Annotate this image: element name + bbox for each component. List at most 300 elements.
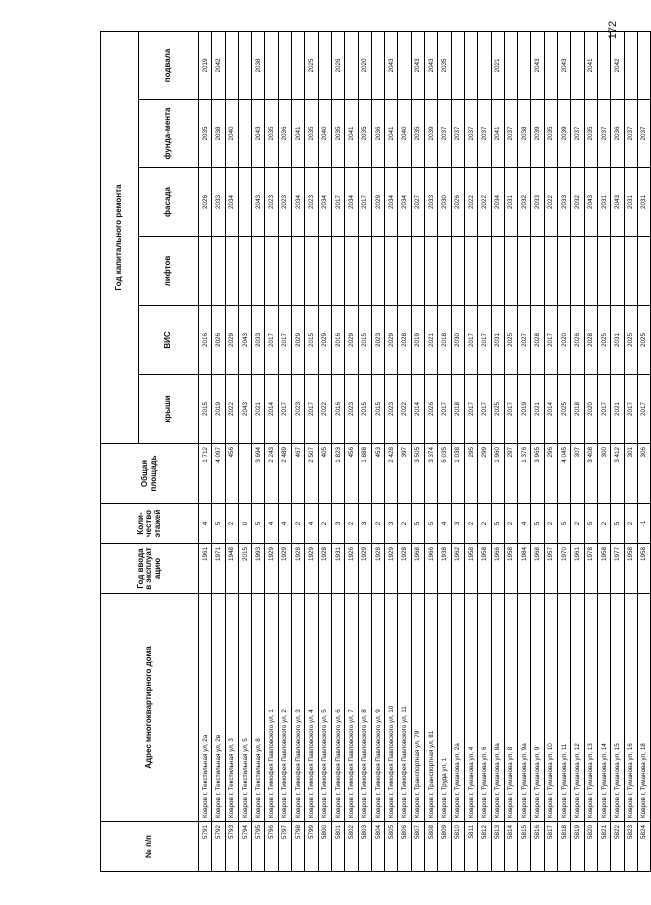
cell-lifts bbox=[292, 237, 305, 306]
cell-floors: 5 bbox=[558, 504, 571, 544]
cell-facade: 2022 bbox=[544, 168, 557, 237]
table-row bbox=[464, 31, 477, 871]
cell-year: 1977 bbox=[611, 544, 624, 594]
cell-num: 5809 bbox=[438, 822, 451, 872]
cell-area: 456 bbox=[345, 444, 358, 504]
cell-floors: 2 bbox=[571, 504, 584, 544]
cell-num: 5801 bbox=[331, 822, 344, 872]
cell-year: 1929 bbox=[265, 544, 278, 594]
cell-address: Ковров г, Туманова ул, 10 bbox=[544, 594, 557, 822]
cell-vis: 2028 bbox=[398, 306, 411, 375]
cell-address: Ковров г, Тимофея Павловского ул, 4 bbox=[305, 594, 318, 822]
cell-year: 1978 bbox=[584, 544, 597, 594]
cell-area: 1 888 bbox=[358, 444, 371, 504]
cell-vis: 2019 bbox=[411, 306, 424, 375]
cell-roof: 2014 bbox=[544, 375, 557, 444]
cell-vis: 2023 bbox=[371, 306, 384, 375]
cell-year: 1958 bbox=[478, 544, 491, 594]
cell-year: 1971 bbox=[212, 544, 225, 594]
cell-roof: 2015 bbox=[358, 375, 371, 444]
cell-year: 1928 bbox=[318, 544, 331, 594]
table-row bbox=[398, 31, 411, 871]
cell-vis: 2025 bbox=[637, 306, 650, 375]
cell-floors: 2 bbox=[504, 504, 517, 544]
cell-year: 1928 bbox=[371, 544, 384, 594]
cell-lifts bbox=[478, 237, 491, 306]
cell-address: Ковров г, Тимофея Павловского ул, 1 bbox=[265, 594, 278, 822]
cell-num: 5811 bbox=[464, 822, 477, 872]
cell-address: Ковров г, Тимофея Павловского ул, 11 bbox=[398, 594, 411, 822]
cell-area: 3 408 bbox=[584, 444, 597, 504]
cell-foundation: 2037 bbox=[451, 100, 464, 168]
cell-foundation: 2035 bbox=[544, 100, 557, 168]
cell-basement bbox=[597, 31, 610, 99]
cell-facade: 2034 bbox=[398, 168, 411, 237]
cell-lifts bbox=[491, 237, 504, 306]
cell-num: 5810 bbox=[451, 822, 464, 872]
table-row bbox=[597, 31, 610, 871]
cell-facade: 2043 bbox=[611, 168, 624, 237]
table-row bbox=[531, 31, 544, 871]
cell-address: Ковров г, Туманова ул, 13 bbox=[584, 594, 597, 822]
cell-roof: 2018 bbox=[451, 375, 464, 444]
cell-address: Ковров г, Транспортная ул, 79 bbox=[411, 594, 424, 822]
cell-lifts bbox=[385, 237, 398, 306]
cell-address: Ковров г, Туманова ул, 16 bbox=[624, 594, 637, 822]
cell-facade: 2017 bbox=[331, 168, 344, 237]
cell-foundation: 2038 bbox=[518, 100, 531, 168]
cell-vis: 2029 bbox=[318, 306, 331, 375]
cell-facade: 2031 bbox=[504, 168, 517, 237]
cell-address: Ковров г, Туманова ул, 18 bbox=[637, 594, 650, 822]
cell-foundation: 2039 bbox=[425, 100, 438, 168]
cell-foundation: 2038 bbox=[212, 100, 225, 168]
cell-facade: 2031 bbox=[624, 168, 637, 237]
cell-roof: 2023 bbox=[345, 375, 358, 444]
cell-year: 1958 bbox=[624, 544, 637, 594]
cell-lifts bbox=[398, 237, 411, 306]
cell-facade: 2023 bbox=[265, 168, 278, 237]
cell-roof: 2020 bbox=[584, 375, 597, 444]
cell-basement: 2035 bbox=[438, 31, 451, 99]
cell-vis: 2017 bbox=[544, 306, 557, 375]
cell-basement: 2021 bbox=[491, 31, 504, 99]
cell-roof: 2026 bbox=[425, 375, 438, 444]
table-row bbox=[345, 31, 358, 871]
cell-area: 3 412 bbox=[611, 444, 624, 504]
cell-vis: 2043 bbox=[238, 306, 251, 375]
header-floors: Коли-чество этажей bbox=[101, 504, 199, 544]
cell-facade: 2032 bbox=[518, 168, 531, 237]
cell-facade: 2033 bbox=[531, 168, 544, 237]
cell-facade: 2033 bbox=[425, 168, 438, 237]
cell-floors: 3 bbox=[385, 504, 398, 544]
header-basement: подвала bbox=[139, 31, 199, 99]
cell-year: 1926 bbox=[345, 544, 358, 594]
cell-floors: 3 bbox=[358, 504, 371, 544]
cell-basement bbox=[624, 31, 637, 99]
cell-address: Ковров г, Тимофея Павловского ул, 5 bbox=[318, 594, 331, 822]
cell-floors: 3 bbox=[451, 504, 464, 544]
cell-area: 295 bbox=[464, 444, 477, 504]
table-row bbox=[252, 31, 265, 871]
cell-num: 5815 bbox=[518, 822, 531, 872]
table-row bbox=[558, 31, 571, 871]
header-area: Общая площадь bbox=[101, 444, 199, 504]
cell-lifts bbox=[558, 237, 571, 306]
cell-facade: 2023 bbox=[278, 168, 291, 237]
cell-area: 3 374 bbox=[425, 444, 438, 504]
cell-facade: 2043 bbox=[584, 168, 597, 237]
cell-address: Ковров г, Туманова ул, 8 bbox=[504, 594, 517, 822]
cell-basement bbox=[225, 31, 238, 99]
cell-floors: 5 bbox=[212, 504, 225, 544]
cell-year: 1929 bbox=[305, 544, 318, 594]
cell-year: 1958 bbox=[464, 544, 477, 594]
table-row bbox=[611, 31, 624, 871]
table-row bbox=[199, 31, 212, 871]
table-row bbox=[225, 31, 238, 871]
header-year: Год ввода в эксплуат ацию bbox=[101, 544, 199, 594]
cell-num: 5795 bbox=[252, 822, 265, 872]
cell-area: 301 bbox=[624, 444, 637, 504]
cell-num: 5819 bbox=[571, 822, 584, 872]
cell-num: 5796 bbox=[265, 822, 278, 872]
rotated-table-wrapper bbox=[100, 32, 648, 872]
table-row bbox=[624, 31, 637, 871]
cell-facade: 2026 bbox=[199, 168, 212, 237]
cell-address: Ковров г, Труда ул, 1 bbox=[438, 594, 451, 822]
cell-foundation: 2040 bbox=[398, 100, 411, 168]
table-row bbox=[292, 31, 305, 871]
cell-num: 5812 bbox=[478, 822, 491, 872]
cell-lifts bbox=[451, 237, 464, 306]
cell-facade: 2034 bbox=[225, 168, 238, 237]
cell-area: 453 bbox=[371, 444, 384, 504]
cell-foundation: 2039 bbox=[558, 100, 571, 168]
cell-vis: 2015 bbox=[358, 306, 371, 375]
cell-lifts bbox=[518, 237, 531, 306]
cell-lifts bbox=[318, 237, 331, 306]
cell-area: 306 bbox=[637, 444, 650, 504]
cell-foundation: 2037 bbox=[597, 100, 610, 168]
cell-lifts bbox=[531, 237, 544, 306]
cell-floors: 2 bbox=[597, 504, 610, 544]
cell-basement: 2043 bbox=[425, 31, 438, 99]
cell-roof: 2015 bbox=[371, 375, 384, 444]
cell-address: Ковров г, Тимофея Павловского ул, 3 bbox=[292, 594, 305, 822]
table-row bbox=[478, 31, 491, 871]
cell-address: Ковров г, Туманова ул, 12 bbox=[571, 594, 584, 822]
cell-year: 1970 bbox=[558, 544, 571, 594]
cell-lifts bbox=[464, 237, 477, 306]
cell-foundation: 2041 bbox=[385, 100, 398, 168]
cell-address: Ковров г, Тимофея Павловского ул, 10 bbox=[385, 594, 398, 822]
cell-roof: 2043 bbox=[238, 375, 251, 444]
cell-area: 3 965 bbox=[531, 444, 544, 504]
cell-year: 1931 bbox=[331, 544, 344, 594]
cell-roof: 2022 bbox=[398, 375, 411, 444]
header-num: № п/п bbox=[101, 822, 199, 872]
cell-basement: 2020 bbox=[358, 31, 371, 99]
cell-num: 5817 bbox=[544, 822, 557, 872]
cell-foundation: 2037 bbox=[478, 100, 491, 168]
cell-floors: 2 bbox=[225, 504, 238, 544]
cell-roof: 2014 bbox=[265, 375, 278, 444]
cell-foundation: 2040 bbox=[318, 100, 331, 168]
cell-vis: 2020 bbox=[558, 306, 571, 375]
cell-facade: 2017 bbox=[358, 168, 371, 237]
cell-area: 1 712 bbox=[199, 444, 212, 504]
cell-num: 5791 bbox=[199, 822, 212, 872]
header-lifts: лифтов bbox=[139, 237, 199, 306]
cell-num: 5818 bbox=[558, 822, 571, 872]
cell-area: 299 bbox=[478, 444, 491, 504]
cell-basement: 2041 bbox=[584, 31, 597, 99]
cell-vis: 2018 bbox=[438, 306, 451, 375]
cell-lifts bbox=[371, 237, 384, 306]
cell-vis: 2015 bbox=[305, 306, 318, 375]
cell-num: 5799 bbox=[305, 822, 318, 872]
header-roof: крыши bbox=[139, 375, 199, 444]
cell-num: 5824 bbox=[637, 822, 650, 872]
cell-num: 5821 bbox=[597, 822, 610, 872]
cell-facade: 2043 bbox=[252, 168, 265, 237]
cell-roof: 2017 bbox=[504, 375, 517, 444]
cell-lifts bbox=[199, 237, 212, 306]
cell-area: 405 bbox=[318, 444, 331, 504]
cell-floors: 4 bbox=[278, 504, 291, 544]
cell-basement: 2026 bbox=[331, 31, 344, 99]
cell-floors: 4 bbox=[265, 504, 278, 544]
cell-lifts bbox=[225, 237, 238, 306]
cell-lifts bbox=[438, 237, 451, 306]
cell-address: Ковров г, Текстильная ул, 5 bbox=[238, 594, 251, 822]
cell-basement bbox=[544, 31, 557, 99]
cell-year: 1962 bbox=[451, 544, 464, 594]
cell-foundation: 2037 bbox=[571, 100, 584, 168]
cell-foundation: 2041 bbox=[491, 100, 504, 168]
table-row bbox=[584, 31, 597, 871]
cell-foundation: 2041 bbox=[345, 100, 358, 168]
cell-foundation: 2037 bbox=[504, 100, 517, 168]
page-number: 172 bbox=[607, 20, 619, 40]
cell-facade: 2022 bbox=[478, 168, 491, 237]
cell-roof: 2017 bbox=[637, 375, 650, 444]
cell-num: 5806 bbox=[398, 822, 411, 872]
cell-area: 2 243 bbox=[265, 444, 278, 504]
cell-address: Ковров г, Туманова ул, 8а bbox=[491, 594, 504, 822]
cell-num: 5794 bbox=[238, 822, 251, 872]
cell-vis: 2027 bbox=[518, 306, 531, 375]
cell-num: 5822 bbox=[611, 822, 624, 872]
cell-floors: 4 bbox=[438, 504, 451, 544]
cell-year: 1968 bbox=[531, 544, 544, 594]
cell-foundation: 2035 bbox=[411, 100, 424, 168]
cell-floors: 2 bbox=[464, 504, 477, 544]
cell-roof: 2019 bbox=[518, 375, 531, 444]
cell-vis: 2029 bbox=[345, 306, 358, 375]
cell-year: 1958 bbox=[597, 544, 610, 594]
table-row bbox=[425, 31, 438, 871]
cell-floors: 5 bbox=[584, 504, 597, 544]
cell-lifts bbox=[252, 237, 265, 306]
cell-num: 5816 bbox=[531, 822, 544, 872]
cell-facade: 2026 bbox=[451, 168, 464, 237]
cell-roof: 2014 bbox=[411, 375, 424, 444]
cell-basement bbox=[478, 31, 491, 99]
cell-roof: 2021 bbox=[531, 375, 544, 444]
cell-roof: 2017 bbox=[305, 375, 318, 444]
cell-basement bbox=[345, 31, 358, 99]
cell-num: 5792 bbox=[212, 822, 225, 872]
cell-foundation: 2041 bbox=[292, 100, 305, 168]
cell-foundation: 2036 bbox=[611, 100, 624, 168]
cell-vis: 2028 bbox=[531, 306, 544, 375]
cell-vis: 2026 bbox=[571, 306, 584, 375]
cell-facade: 2023 bbox=[305, 168, 318, 237]
cell-area: 297 bbox=[504, 444, 517, 504]
cell-vis: 2021 bbox=[425, 306, 438, 375]
table-row bbox=[278, 31, 291, 871]
cell-vis: 2017 bbox=[478, 306, 491, 375]
cell-facade: 2027 bbox=[411, 168, 424, 237]
cell-foundation: 2035 bbox=[584, 100, 597, 168]
cell-basement bbox=[451, 31, 464, 99]
cell-facade: 2022 bbox=[464, 168, 477, 237]
cell-vis: 2025 bbox=[597, 306, 610, 375]
cell-basement bbox=[318, 31, 331, 99]
table-header bbox=[101, 31, 199, 871]
cell-num: 5797 bbox=[278, 822, 291, 872]
cell-facade: 2034 bbox=[385, 168, 398, 237]
cell-basement bbox=[571, 31, 584, 99]
cell-area: 3 505 bbox=[411, 444, 424, 504]
cell-basement bbox=[292, 31, 305, 99]
table-row bbox=[491, 31, 504, 871]
cell-basement: 2038 bbox=[252, 31, 265, 99]
cell-address: Ковров г, Туманова ул, 9 bbox=[531, 594, 544, 822]
cell-area: 1 376 bbox=[518, 444, 531, 504]
cell-year: 1968 bbox=[411, 544, 424, 594]
cell-basement bbox=[637, 31, 650, 99]
cell-basement bbox=[278, 31, 291, 99]
cell-foundation bbox=[238, 100, 251, 168]
cell-address: Ковров г, Текстильная ул, 2а bbox=[199, 594, 212, 822]
cell-address: Ковров г, Тимофея Павловского ул, 7 bbox=[345, 594, 358, 822]
cell-address: Ковров г, Текстильная ул, 2в bbox=[212, 594, 225, 822]
cell-address: Ковров г, Тимофея Павловского ул, 8 bbox=[358, 594, 371, 822]
cell-vis: 2017 bbox=[278, 306, 291, 375]
cell-floors: 2 bbox=[292, 504, 305, 544]
cell-foundation: 2035 bbox=[265, 100, 278, 168]
cell-basement: 2043 bbox=[531, 31, 544, 99]
cell-foundation: 2035 bbox=[358, 100, 371, 168]
cell-address: Ковров г, Текстильная ул, 8 bbox=[252, 594, 265, 822]
cell-area: 467 bbox=[292, 444, 305, 504]
cell-floors: 5 bbox=[425, 504, 438, 544]
cell-facade: 2034 bbox=[345, 168, 358, 237]
cell-basement bbox=[464, 31, 477, 99]
cell-floors: 3 bbox=[331, 504, 344, 544]
cell-lifts bbox=[624, 237, 637, 306]
cell-facade: 2033 bbox=[212, 168, 225, 237]
cell-lifts bbox=[637, 237, 650, 306]
cell-area: 1 960 bbox=[491, 444, 504, 504]
cell-area: 1 038 bbox=[451, 444, 464, 504]
header-repair-group: Год капитального ремонта bbox=[101, 31, 139, 443]
table-row bbox=[371, 31, 384, 871]
cell-area: 307 bbox=[571, 444, 584, 504]
cell-address: Ковров г, Тимофея Павловского ул, 6 bbox=[331, 594, 344, 822]
cell-area: 397 bbox=[398, 444, 411, 504]
table-row bbox=[571, 31, 584, 871]
cell-roof: 2017 bbox=[464, 375, 477, 444]
cell-vis: 2016 bbox=[331, 306, 344, 375]
cell-roof: 2016 bbox=[331, 375, 344, 444]
cell-floors: 5 bbox=[252, 504, 265, 544]
cell-foundation: 2040 bbox=[225, 100, 238, 168]
cell-foundation: 2036 bbox=[278, 100, 291, 168]
cell-roof: 2023 bbox=[385, 375, 398, 444]
table-row bbox=[518, 31, 531, 871]
cell-vis: 2029 bbox=[225, 306, 238, 375]
cell-basement: 2043 bbox=[385, 31, 398, 99]
cell-foundation: 2035 bbox=[199, 100, 212, 168]
cell-lifts bbox=[611, 237, 624, 306]
cell-address: Ковров г, Туманова ул, 11 bbox=[558, 594, 571, 822]
cell-year: 1984 bbox=[518, 544, 531, 594]
cell-address: Ковров г, Туманова ул, 15 bbox=[611, 594, 624, 822]
cell-vis: 2028 bbox=[584, 306, 597, 375]
cell-basement bbox=[398, 31, 411, 99]
cell-roof: 2015 bbox=[199, 375, 212, 444]
cell-roof: 2022 bbox=[318, 375, 331, 444]
header-vis: ВИС bbox=[139, 306, 199, 375]
header-address: Адрес многоквартирного дома bbox=[101, 594, 199, 822]
cell-year: 1966 bbox=[491, 544, 504, 594]
cell-lifts bbox=[345, 237, 358, 306]
cell-basement: 2042 bbox=[611, 31, 624, 99]
cell-roof: 2017 bbox=[278, 375, 291, 444]
table-row bbox=[318, 31, 331, 871]
cell-floors: 2 bbox=[478, 504, 491, 544]
cell-facade bbox=[238, 168, 251, 237]
cell-year: 1966 bbox=[425, 544, 438, 594]
cell-num: 5800 bbox=[318, 822, 331, 872]
cell-lifts bbox=[358, 237, 371, 306]
cell-facade: 2034 bbox=[491, 168, 504, 237]
cell-vis: 2017 bbox=[265, 306, 278, 375]
cell-num: 5793 bbox=[225, 822, 238, 872]
cell-floors: 2 bbox=[345, 504, 358, 544]
cell-area: 456 bbox=[225, 444, 238, 504]
cell-address: Ковров г, Туманова ул, 6 bbox=[478, 594, 491, 822]
cell-vis: 2030 bbox=[451, 306, 464, 375]
cell-year: 1928 bbox=[292, 544, 305, 594]
cell-year: 1958 bbox=[637, 544, 650, 594]
cell-basement: 2043 bbox=[411, 31, 424, 99]
cell-roof: 2017 bbox=[624, 375, 637, 444]
cell-vis: 2029 bbox=[292, 306, 305, 375]
cell-basement: 2019 bbox=[199, 31, 212, 99]
cell-area: 6 035 bbox=[438, 444, 451, 504]
cell-floors: -1 bbox=[637, 504, 650, 544]
cell-basement: 2025 bbox=[305, 31, 318, 99]
cell-year: 1993 bbox=[252, 544, 265, 594]
table-row bbox=[331, 31, 344, 871]
cell-lifts bbox=[544, 237, 557, 306]
